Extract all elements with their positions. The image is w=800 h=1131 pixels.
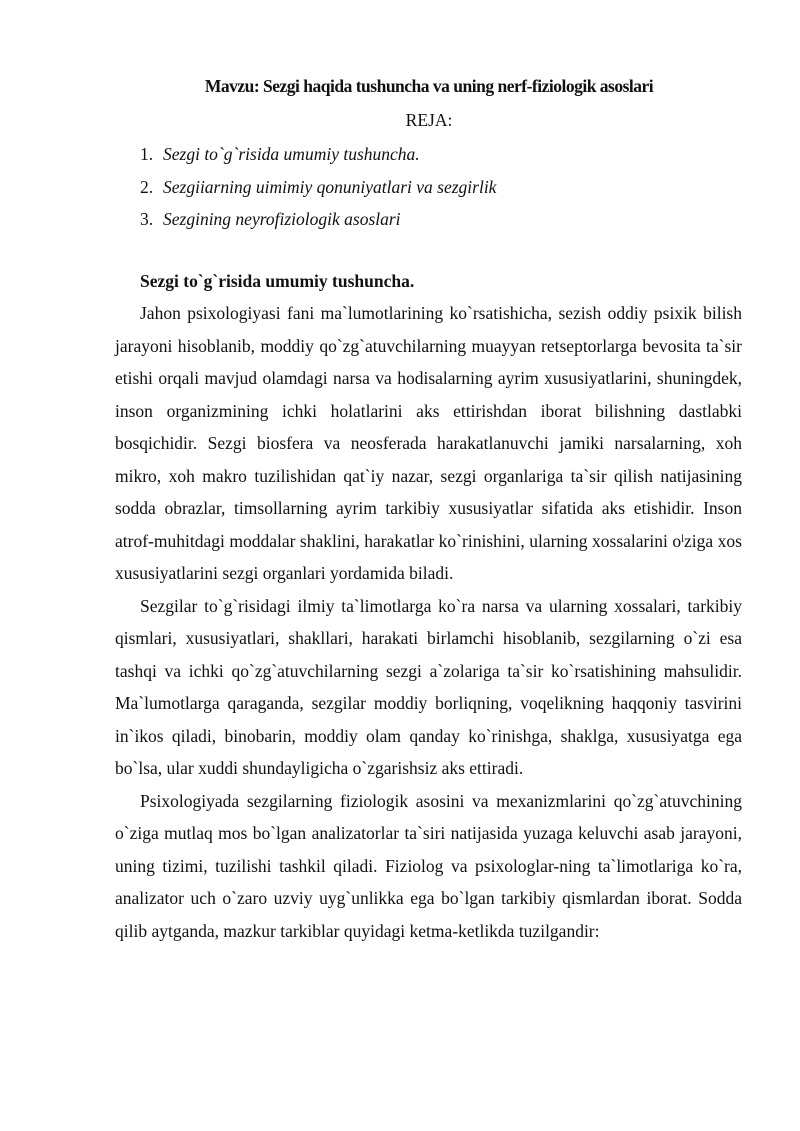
plan-item [140,141,496,174]
plan-item-text: Sezgiiarning uimimiy qonuniyatlari va sezgirlik [163,176,497,197]
plan-item-number: 2. [140,176,154,197]
paragraph: Psixologiyada sezgilarning fiziologik asosini va mexanizmlarini qo`zg`atuvchining o`ziga mutlaq mos bo`lgan analizatorlar ta`siri natijasida yuzaga keluvchi asab jarayoni, uning tizimi, tuzilishi tashkil qiladi. Fiziolog va psixologlar-ning ta`limotlariga ko`ra, analizator uch o`zaro uzviy uyg`unlikka ega bo`lgan tarkibiy qismlardan iborat. Sodda qilib aytganda, mazkur tarkiblar quyidagi ketma-ketlikda tuzilgandir: [115,790,742,941]
document-title: Mavzu: Sezgi haqida tushuncha va uning nerf-fiziologik asoslari [204,76,654,96]
body-text [115,297,742,947]
plan-item [140,174,496,207]
paragraph: Jahon psixologiyasi fani ma`lumotlarining ko`rsatishicha, sezish oddiy psixik bilish jarayoni hisoblanib, moddiy qo`zg`atuvchilarning muayyan retseptorlarga bevosita ta`sir etishi orqali mavjud olamdagi narsa va hodisalarning ayrim xususiyatlarini, shuningdek, inson organizmining ichki holatlarini aks ettirishdan iborat bilishning dastlabki bosqichidir. Sezgi biosfera va neosferada harakatlanuvchi jamiki narsalarning, xoh mikro, xoh makro tuzilishidan qat`iy nazar, sezgi organlariga ta`sir qilish natijasining sodda obrazlar, timsollarning ayrim tarkibiy xususiyatlar sifatida aks etishidir. Inson atrof-muhitdagi moddalar shaklini, harakatlar ko`rinishini, ularning xossalarini oˡziga xos xususiyatlarini sezgi organlari yordamida biladi. [115,303,742,583]
plan-item-number: 1. [140,144,154,164]
plan-list [140,141,496,239]
plan-heading: REJA: [405,110,453,130]
plan-item-text: Sezgining neyrofiziologik asoslari [163,209,401,229]
plan-item-number: 3. [140,209,154,229]
section-heading: Sezgi to`g`risida umumiy tushuncha. [140,271,415,291]
paragraph: Sezgilar to`g`risidagi ilmiy ta`limotlarga ko`ra narsa va ularning xossalari, tarkibiy qismlari, xususiyatlari, shakllari, harakati birlamchi hisoblanib, sezgilarning o`zi esa tashqi va ichki qo`zg`atuvchilarning sezgi a`zolariga ta`sir ko`rsatishining mahsulidir. Ma`lumotlarga qaraganda, sezgilar moddiy borliqning, voqelikning haqqoniy tasvirini in`ikos qiladi, binobarin, moddiy olam qanday ko`rinishga, shaklga, xususiyatga ega bo`lsa, ular xuddi shundayligicha o`zgarishsiz aks ettiradi. [115,595,742,778]
plan-item [140,206,496,239]
plan-item-text: Sezgi to`g`risida umumiy tushuncha. [163,144,420,164]
